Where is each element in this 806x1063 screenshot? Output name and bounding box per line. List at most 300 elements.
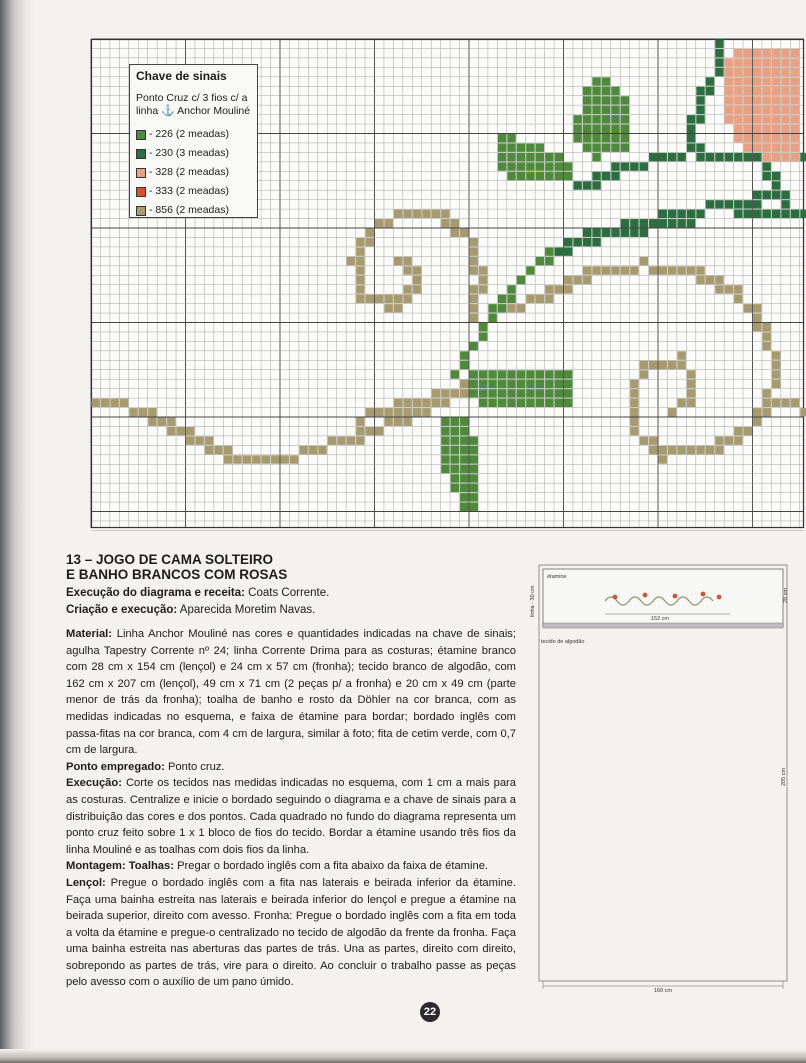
stitch-cell [167,427,175,435]
stitch-cell [441,427,449,435]
stitch-cell [432,389,440,397]
stitch-cell [545,399,553,407]
stitch-cell [555,370,563,378]
stitch-cell [762,408,770,416]
stitch-cell [744,96,752,104]
stitch-cell [744,58,752,66]
stitch-cell [470,314,478,322]
stitch-cell [252,455,260,463]
stitch-cell [744,106,752,114]
stitch-cell [564,389,572,397]
stitch-cell [706,446,714,454]
color-swatch-icon [136,206,146,216]
lencol-label: Lençol: [66,876,106,889]
stitch-cell [640,436,648,444]
stitch-cell [460,503,468,511]
stitch-cell [545,247,553,255]
stitch-cell [394,257,402,265]
stitch-cell [403,266,411,274]
stitch-cell [470,465,478,473]
stitch-cell [441,210,449,218]
stitch-cell [781,77,789,85]
stitch-cell [460,351,468,359]
stitch-cell [167,418,175,426]
stitch-cell [337,436,345,444]
stitch-cell [555,172,563,180]
stitch-cell [536,380,544,388]
stitch-cell [536,295,544,303]
stitch-cell [677,399,685,407]
project-title-line-1: 13 – JOGO DE CAMA SOLTEIRO [66,552,274,567]
stitch-cell [290,455,298,463]
stitch-cell [592,266,600,274]
stitch-cell [791,106,799,114]
stitch-cell [725,436,733,444]
stitch-cell [498,370,506,378]
stitch-cell [611,143,619,151]
stitch-cell [772,87,780,95]
stitch-cell [441,389,449,397]
stitch-cell [744,77,752,85]
stitch-cell [753,68,761,76]
stitch-cell [715,153,723,161]
stitch-cell [649,219,657,227]
stitch-cell [611,106,619,114]
stitch-cell [375,427,383,435]
instructions-text [66,626,516,991]
stitch-cell [498,399,506,407]
stitch-cell [791,96,799,104]
stitch-cell [753,314,761,322]
execution-credit-label: Execução do diagrama e receita: [66,587,245,599]
stitch-cell [772,172,780,180]
stitch-cell [271,455,279,463]
stitch-cell [744,427,752,435]
ponto-paragraph [66,759,516,776]
project-title-line-2: E BANHO BRANCOS COM ROSAS [66,567,288,582]
stitch-cell [470,238,478,246]
stitch-cell [621,134,629,142]
page-binding [0,0,34,1063]
stitch-cell [602,143,610,151]
stitch-cell [545,172,553,180]
stitch-cell [356,276,364,284]
stitch-cell [441,418,449,426]
stitch-cell [507,153,515,161]
stitch-cell [451,465,459,473]
stitch-cell [706,276,714,284]
stitch-cell [451,219,459,227]
stitch-cell [781,106,789,114]
stitch-cell [460,361,468,369]
montagem-paragraph [66,858,516,875]
legend-item-label: - 328 (2 meadas) [149,166,229,178]
stitch-cell [659,446,667,454]
stitch-cell [640,219,648,227]
stitch-cell [375,219,383,227]
legend-item-226 [136,125,251,144]
legend-item-label: - 230 (3 meadas) [149,147,229,159]
stitch-cell [536,257,544,265]
stitch-cell [687,266,695,274]
stitch-cell [432,399,440,407]
stitch-cell [517,389,525,397]
stitch-cell [762,68,770,76]
stitch-cell [621,106,629,114]
stitch-cell [781,399,789,407]
stitch-cell [762,323,770,331]
stitch-cell [781,58,789,66]
stitch-cell [403,257,411,265]
assembly-scheme [530,561,791,994]
stitch-cell [772,210,780,218]
stitch-cell [460,389,468,397]
stitch-cell [592,115,600,123]
stitch-cell [470,503,478,511]
stitch-cell [687,380,695,388]
stitch-cell [139,408,147,416]
stitch-cell [781,134,789,142]
stitch-cell [640,257,648,265]
stitch-cell [602,77,610,85]
stitch-cell [677,266,685,274]
scheme-inner-dim: 152 cm [650,616,670,622]
stitch-cell [318,446,326,454]
stitch-cell [753,96,761,104]
stitch-cell [611,96,619,104]
stitch-cell [479,389,487,397]
stitch-cell [725,58,733,66]
stitch-cell [148,408,156,416]
stitch-cell [640,370,648,378]
stitch-cell [233,455,241,463]
stitch-cell [545,162,553,170]
project-title [66,552,287,582]
stitch-cell [422,210,430,218]
stitch-cell [762,172,770,180]
stitch-cell [791,58,799,66]
stitch-cell [403,408,411,416]
stitch-cell [592,87,600,95]
stitch-cell [394,295,402,303]
stitch-cell [649,446,657,454]
stitch-cell [611,266,619,274]
stitch-cell [592,125,600,133]
stitch-cell [583,115,591,123]
stitch-cell [715,285,723,293]
stitch-cell [602,134,610,142]
scheme-right-dim: 28 cm [783,588,789,603]
stitch-cell [470,295,478,303]
stitch-cell [460,465,468,473]
stitch-cell [347,257,355,265]
stitch-cell [555,247,563,255]
stitch-cell [441,399,449,407]
stitch-cell [687,446,695,454]
stitch-cell [488,304,496,312]
stitch-cell [564,172,572,180]
legend-desc-line-2a: linha [136,105,159,117]
stitch-cell [366,229,374,237]
lencol-text: Pregue o bordado inglês com a fita nas laterais e beirada inferior da étamine. Faça uma bainha estreita nas laterais e beirada inferior do lençol e pregue a étamine na beirada superior, direito com avesso. Fronha: Pregue o bordado inglês com a fita em toda a volta da étamine e pregue-o centralizado no tecido de algodão da frente da fronha. Faça uma bainha estreita nas aberturas das partes de trás. Una as partes, direito com direito, sobrepondo as partes de trás, vire para o direito. Ao concluir o trabalho passe as peças pelo avesso com o auxílio de um pano úmido. [66,876,517,989]
stitch-cell [470,446,478,454]
stitch-cell [526,153,534,161]
stitch-cell [725,285,733,293]
stitch-cell [725,87,733,95]
stitch-cell [772,370,780,378]
legend-desc-line-1: Ponto Cruz c/ 3 fios c/ a [136,92,248,104]
scheme-etamine-label: étamine [547,574,567,580]
stitch-cell [536,153,544,161]
stitch-cell [460,446,468,454]
stitch-cell [602,96,610,104]
stitch-cell [734,200,742,208]
stitch-cell [696,153,704,161]
stitch-cell [630,219,638,227]
stitch-cell [583,134,591,142]
stitch-cell [791,210,799,218]
stitch-cell [536,172,544,180]
stitch-cell [564,247,572,255]
stitch-cell [479,266,487,274]
stitch-cell [659,361,667,369]
stitch-cell [470,304,478,312]
stitch-cell [630,229,638,237]
stitch-cell [375,295,383,303]
creation-credit-value: Aparecida Moretim Navas. [179,604,316,616]
stitch-cell [470,455,478,463]
stitch-cell [781,115,789,123]
stitch-cell [706,200,714,208]
stitch-cell [677,210,685,218]
stitch-cell [498,380,506,388]
stitch-cell [744,304,752,312]
stitch-cell [772,143,780,151]
legend-item-label: - 856 (2 meadas) [149,204,229,216]
stitch-cell [583,276,591,284]
stitch-cell [517,172,525,180]
stitch-cell [772,399,780,407]
stitch-cell [630,162,638,170]
legend-item-label: - 333 (2 meadas) [149,185,229,197]
stitch-cell [734,427,742,435]
stitch-cell [706,87,714,95]
stitch-cell [762,143,770,151]
stitch-cell [328,436,336,444]
material-paragraph [66,626,516,759]
stitch-cell [526,266,534,274]
stitch-cell [762,342,770,350]
stitch-cell [781,125,789,133]
stitch-cell [611,229,619,237]
stitch-cell [744,68,752,76]
stitch-cell [640,361,648,369]
stitch-cell [573,276,581,284]
stitch-cell [451,446,459,454]
stitch-cell [309,446,317,454]
legend-desc-line-2 [136,105,251,118]
stitch-cell [422,399,430,407]
stitch-cell [762,134,770,142]
stitch-cell [772,115,780,123]
stitch-cell [470,474,478,482]
stitch-cell [772,77,780,85]
stitch-cell [630,389,638,397]
stitch-cell [706,153,714,161]
stitch-cell [451,370,459,378]
stitch-cell [592,143,600,151]
stitch-cell [403,295,411,303]
execution-credit-value: Coats Corrente. [248,587,330,599]
stitch-cell [526,172,534,180]
stitch-cell [592,134,600,142]
stitch-cell [470,342,478,350]
stitch-cell [366,408,374,416]
stitch-cell [394,408,402,416]
stitch-cell [583,87,591,95]
stitch-cell [762,210,770,218]
stitch-cell [129,408,137,416]
stitch-cell [422,408,430,416]
stitch-cell [734,436,742,444]
stitch-cell [460,474,468,482]
stitch-cell [583,181,591,189]
stitch-cell [384,304,392,312]
stitch-cell [791,399,799,407]
stitch-cell [602,115,610,123]
execucao-text: Corte os tecidos nas medidas indicadas no esquema, com 1 cm a mais para as costuras. Centralize e inicie o bordado seguindo o diagrama e a chave de sinais para a distribuição das cores e dos pontos. Cada quadrado no fundo do diagrama representa um ponto cruz feito sobre 1 x 1 bloco de fios do tecido. Bordar a étamine usando três fios da linha Mouliné e as toalhas com dois fios da linha. [66,777,516,856]
stitch-cell [602,266,610,274]
stitch-cell [451,474,459,482]
stitch-cell [592,172,600,180]
stitch-cell [498,295,506,303]
stitch-cell [715,446,723,454]
anchor-icon: ⚓ [161,105,175,117]
stitch-cell [573,181,581,189]
stitch-cell [470,484,478,492]
stitch-cell [753,58,761,66]
stitch-cell [734,295,742,303]
stitch-cell [281,455,289,463]
stitch-cell [753,323,761,331]
stitch-cell [659,266,667,274]
stitch-cell [725,68,733,76]
stitch-cell [517,153,525,161]
stitch-cell [649,153,657,161]
stitch-cell [384,418,392,426]
stitch-cell [441,436,449,444]
stitch-cell [781,153,789,161]
stitch-cell [753,191,761,199]
stitch-cell [545,370,553,378]
stitch-cell [564,285,572,293]
stitch-cell [384,295,392,303]
stitch-cell [781,68,789,76]
stitch-cell [687,389,695,397]
stitch-cell [611,125,619,133]
scheme-width-dim: 160 cm [653,988,673,994]
stitch-cell [791,49,799,57]
stitch-cell [715,58,723,66]
stitch-cell [744,49,752,57]
stitch-cell [630,408,638,416]
stitch-cell [753,49,761,57]
stitch-cell [762,77,770,85]
stitch-cell [356,418,364,426]
stitch-cell [299,446,307,454]
stitch-cell [507,399,515,407]
page-bottom-edge [0,1049,806,1063]
stitch-cell [715,49,723,57]
stitch-cell [101,399,109,407]
stitch-cell [753,153,761,161]
material-label: Material: [66,628,113,640]
stitch-cell [696,96,704,104]
stitch-cell [762,153,770,161]
stitch-cell [488,370,496,378]
stitch-cell [621,162,629,170]
stitch-cell [621,125,629,133]
stitch-cell [441,446,449,454]
stitch-cell [451,484,459,492]
stitch-cell [224,446,232,454]
stitch-cell [753,408,761,416]
creation-credit [66,603,315,617]
stitch-cell [545,285,553,293]
stitch-cell [668,210,676,218]
stitch-cell [555,389,563,397]
stitch-cell [186,427,194,435]
stitch-cell [602,229,610,237]
ponto-text: Ponto cruz. [167,760,225,773]
stitch-cell [687,399,695,407]
stitch-cell [507,162,515,170]
stitch-cell [592,153,600,161]
stitch-cell [734,87,742,95]
stitch-cell [762,96,770,104]
stitch-cell [791,115,799,123]
stitch-cell [630,427,638,435]
legend-item-328 [136,163,251,182]
stitch-cell [583,96,591,104]
stitch-cell [403,285,411,293]
stitch-cell [224,455,232,463]
stitch-cell [195,436,203,444]
stitch-cell [148,418,156,426]
stitch-cell [592,77,600,85]
stitch-cell [621,229,629,237]
stitch-cell [753,77,761,85]
stitch-cell [640,162,648,170]
stitch-cell [479,323,487,331]
stitch-cell [545,389,553,397]
stitch-cell [791,68,799,76]
stitch-cell [394,418,402,426]
stitch-cell [781,191,789,199]
stitch-cell [602,125,610,133]
stitch-cell [564,238,572,246]
stitch-cell [545,295,553,303]
scheme-height-dim: 205 cm [781,767,787,786]
stitch-cell [460,484,468,492]
stitch-cell [753,115,761,123]
stitch-cell [753,200,761,208]
stitch-cell [762,115,770,123]
stitch-cell [356,427,364,435]
stitch-cell [696,106,704,114]
stitch-cell [460,493,468,501]
stitch-cell [715,200,723,208]
